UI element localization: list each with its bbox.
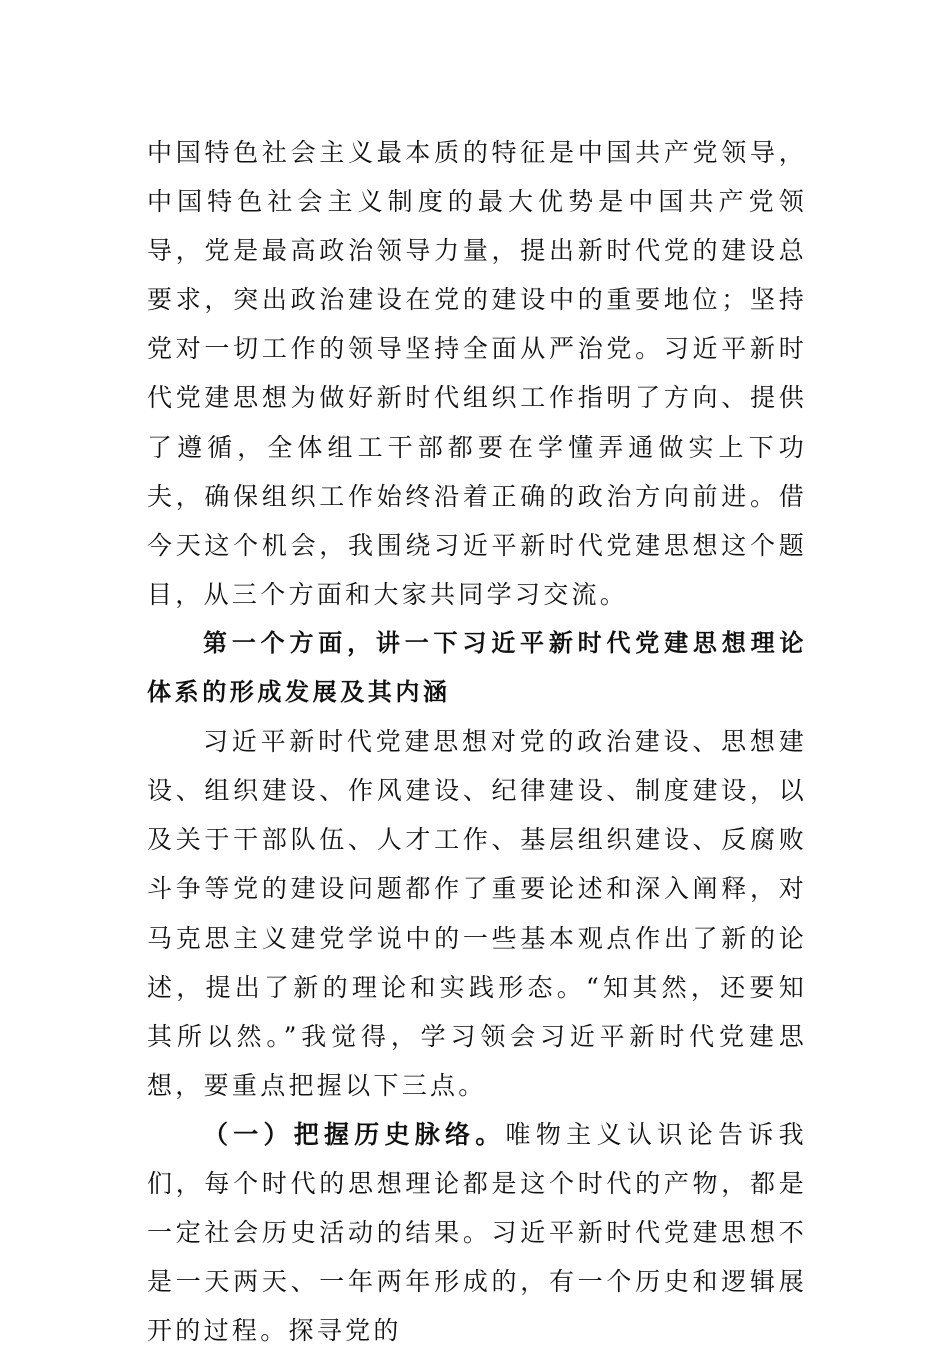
paragraph-intro: 中国特色社会主义最本质的特征是中国共产党领导，中国特色社会主义制度的最大优势是中国共产党领导，党是最高政治领导力量，提出新时代党的建设总要求，突出政治建设在党的建设中的重要地位；坚持党对一切工作的领导坚持全面从严治党。习近平新时代党建思想为做好新时代组织工作指明了方向、提供了遵循，全体组工干部都要在学懂弄通做实上下功夫，确保组织工作始终沿着正确的政治方向前进。借今天这个机会，我围绕习近平新时代党建思想这个题目，从三个方面和大家共同学习交流。 xyxy=(147,138,807,609)
subsection-title: （一）把握历史脉络。 xyxy=(203,1119,506,1149)
document-body xyxy=(147,128,807,1355)
paragraph-subsection-one xyxy=(147,1110,807,1355)
paragraph-section-intro: 习近平新时代党建思想对党的政治建设、思想建设、组织建设、作风建设、纪律建设、制度建设，以及关于干部队伍、人才工作、基层组织建设、反腐败斗争等党的建设问题都作了重要论述和深入阐释，对马克思主义建党学说中的一些基本观点作出了新的论述，提出了新的理论和实践形态。“知其然，还要知其所以然。”我觉得，学习领会习近平新时代党建思想，要重点把握以下三点。 xyxy=(147,727,807,1100)
subsection-body: 唯物主义认识论告诉我们，每个时代的思想理论都是这个时代的产物，都是一定社会历史活动的结果。习近平新时代党建思想不是一天两天、一年两年形成的，有一个历史和逻辑展开的过程。探寻党的 xyxy=(147,1119,807,1346)
section-heading: 第一个方面，讲一下习近平新时代党建思想理论体系的形成发展及其内涵 xyxy=(147,628,807,707)
